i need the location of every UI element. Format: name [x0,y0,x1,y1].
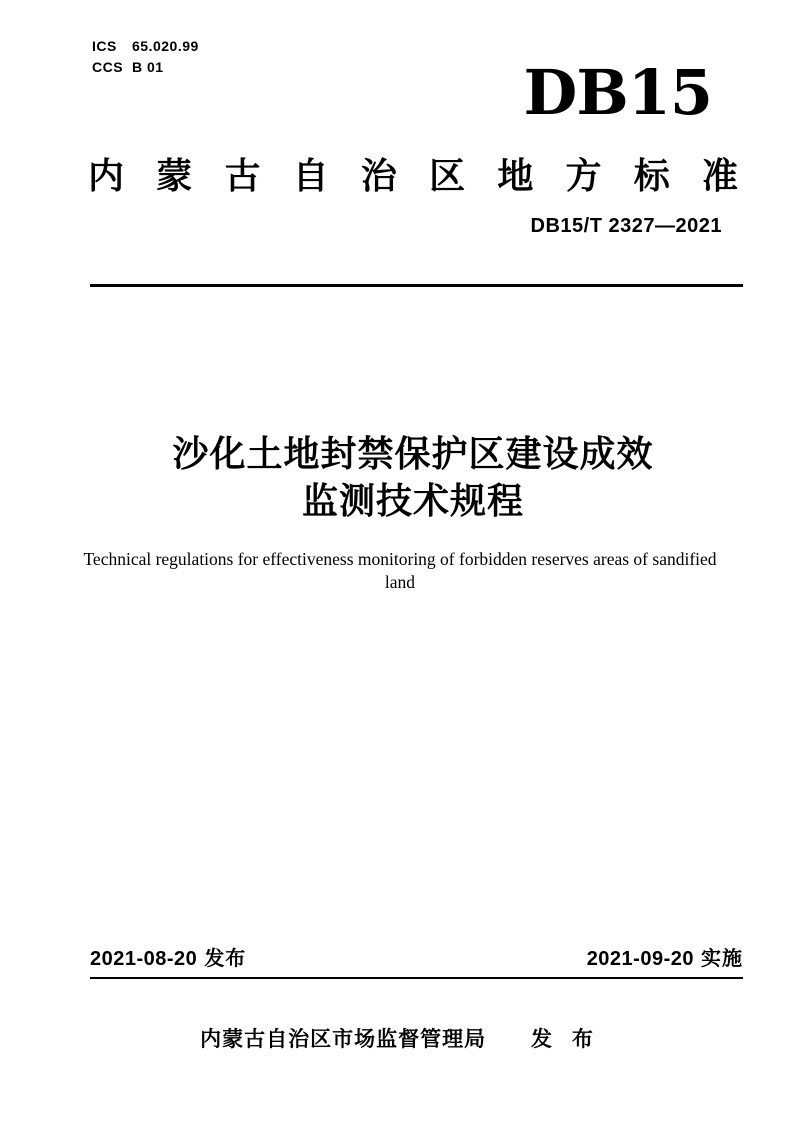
standard-type-char: 古 [224,155,261,196]
standard-type-char: 区 [429,155,466,196]
standard-number: DB15/T 2327—2021 [530,215,722,237]
issue-date: 2021-08-20 [90,948,198,970]
standard-type-char: 自 [292,155,329,196]
document-title-line2: 监测技术规程 [301,480,524,521]
standard-type-char: 准 [701,155,738,196]
db15-logo: DB15 [523,56,712,129]
ics-label: ICS [92,38,117,54]
publish-action-label: 发 布 [531,1028,600,1051]
standard-type-char: 内 [88,155,125,196]
classification-codes [92,36,199,78]
document-title-en: Technical regulations for effectiveness monitoring of forbidden reserves areas of sandified land [83,549,717,592]
header-divider-line [90,284,743,287]
implementation-label: 实施 [701,948,743,970]
footer-divider-line [90,977,743,979]
document-title-line1: 沙化土地封禁保护区建设成效 [172,433,654,474]
dates-row [90,946,743,972]
standard-type-char: 地 [497,155,534,196]
standard-type-char: 方 [565,155,602,196]
implementation-date: 2021-09-20 [586,948,694,970]
standard-type-char: 标 [633,155,670,196]
issue-date-group [90,946,246,972]
standard-type-char: 治 [360,155,397,196]
ccs-label: CCS [92,59,124,75]
issue-label: 发布 [204,948,247,970]
ics-line [92,36,199,57]
ccs-line [92,57,199,78]
implementation-date-group [587,946,743,972]
document-title-zh [88,430,738,524]
standard-type-title [88,154,738,198]
publisher-row [0,1026,800,1054]
ics-code: 65.020.99 [132,38,199,54]
ccs-code: B 01 [132,59,164,75]
publisher-name: 内蒙古自治区市场监督管理局 [200,1028,487,1051]
standard-type-char: 蒙 [156,155,193,196]
